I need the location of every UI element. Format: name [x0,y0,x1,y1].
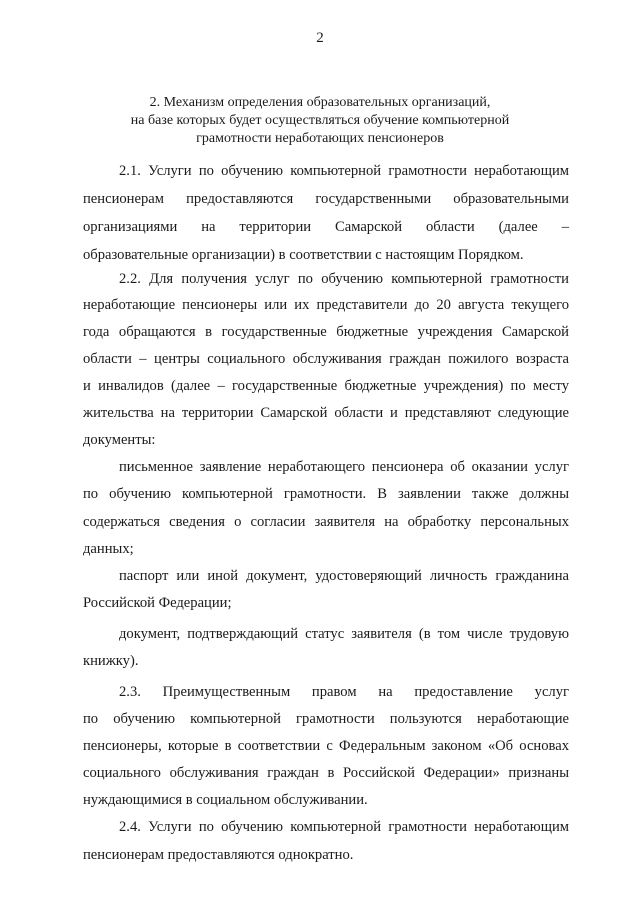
section-heading-line: грамотности неработающих пенсионеров [196,131,444,146]
clause-2-1-line: 2.1. Услуги по обучению компьютерной грамотности неработающим [119,163,569,179]
clause-2-2-line: и инвалидов (далее – государственные бюджетные учреждения) по месту [83,378,569,394]
section-heading-line: 2. Механизм определения образовательных организаций, [149,95,491,110]
clause-2-2-line: неработающие пенсионеры или их представители до 20 августа текущего [83,297,569,313]
clause-2-2-line: года обращаются в государственные бюджетные учреждения Самарской [83,324,569,340]
document-item-line: письменное заявление неработающего пенсионера об оказании услуг [119,459,569,475]
clause-2-3-line: социального обслуживания граждан в Российской Федерации» признаны [83,765,569,781]
clause-2-1-line: образовательные организации) в соответствии с настоящим Порядком. [83,247,524,263]
section-heading-line: на базе которых будет осуществляться обучение компьютерной [130,113,510,128]
clause-2-1-line: пенсионерам предоставляются государственными образовательными [83,191,569,207]
document-item-line: книжку). [83,653,139,669]
clause-2-3-line: нуждающимися в социальном обслуживании. [83,792,368,808]
clause-2-4-line: пенсионерам предоставляются однократно. [83,847,354,863]
clause-2-2-line: документы: [83,432,156,448]
document-item-line: документ, подтверждающий статус заявителя (в том числе трудовую [119,626,569,642]
clause-2-4-line: 2.4. Услуги по обучению компьютерной грамотности неработающим [119,819,569,835]
clause-2-2-line: жительства на территории Самарской области и представляют следующие [83,405,569,421]
clause-2-2-line: 2.2. Для получения услуг по обучению компьютерной грамотности [119,271,569,287]
clause-2-2-line: области – центры социального обслуживания граждан пожилого возраста [83,351,569,367]
clause-2-3-line: по обучению компьютерной грамотности пользуются неработающие [83,711,569,727]
page-number: 2 [316,30,324,46]
document-item-line: Российской Федерации; [83,595,232,611]
clause-2-1-line: организациями на территории Самарской области (далее – [83,219,569,235]
document-item-line: паспорт или иной документ, удостоверяющий личность гражданина [119,568,569,584]
clause-2-3-line: пенсионеры, которые в соответствии с Федеральным законом «Об основах [83,738,569,754]
document-item-line: содержаться сведения о согласии заявителя на обработку персональных [83,514,569,530]
section-heading [60,94,580,148]
clause-2-3-line: 2.3. Преимущественным правом на предоставление услуг [119,684,569,700]
document-item-line: данных; [83,541,134,557]
document-item-line: по обучению компьютерной грамотности. В заявлении также должны [83,486,569,502]
